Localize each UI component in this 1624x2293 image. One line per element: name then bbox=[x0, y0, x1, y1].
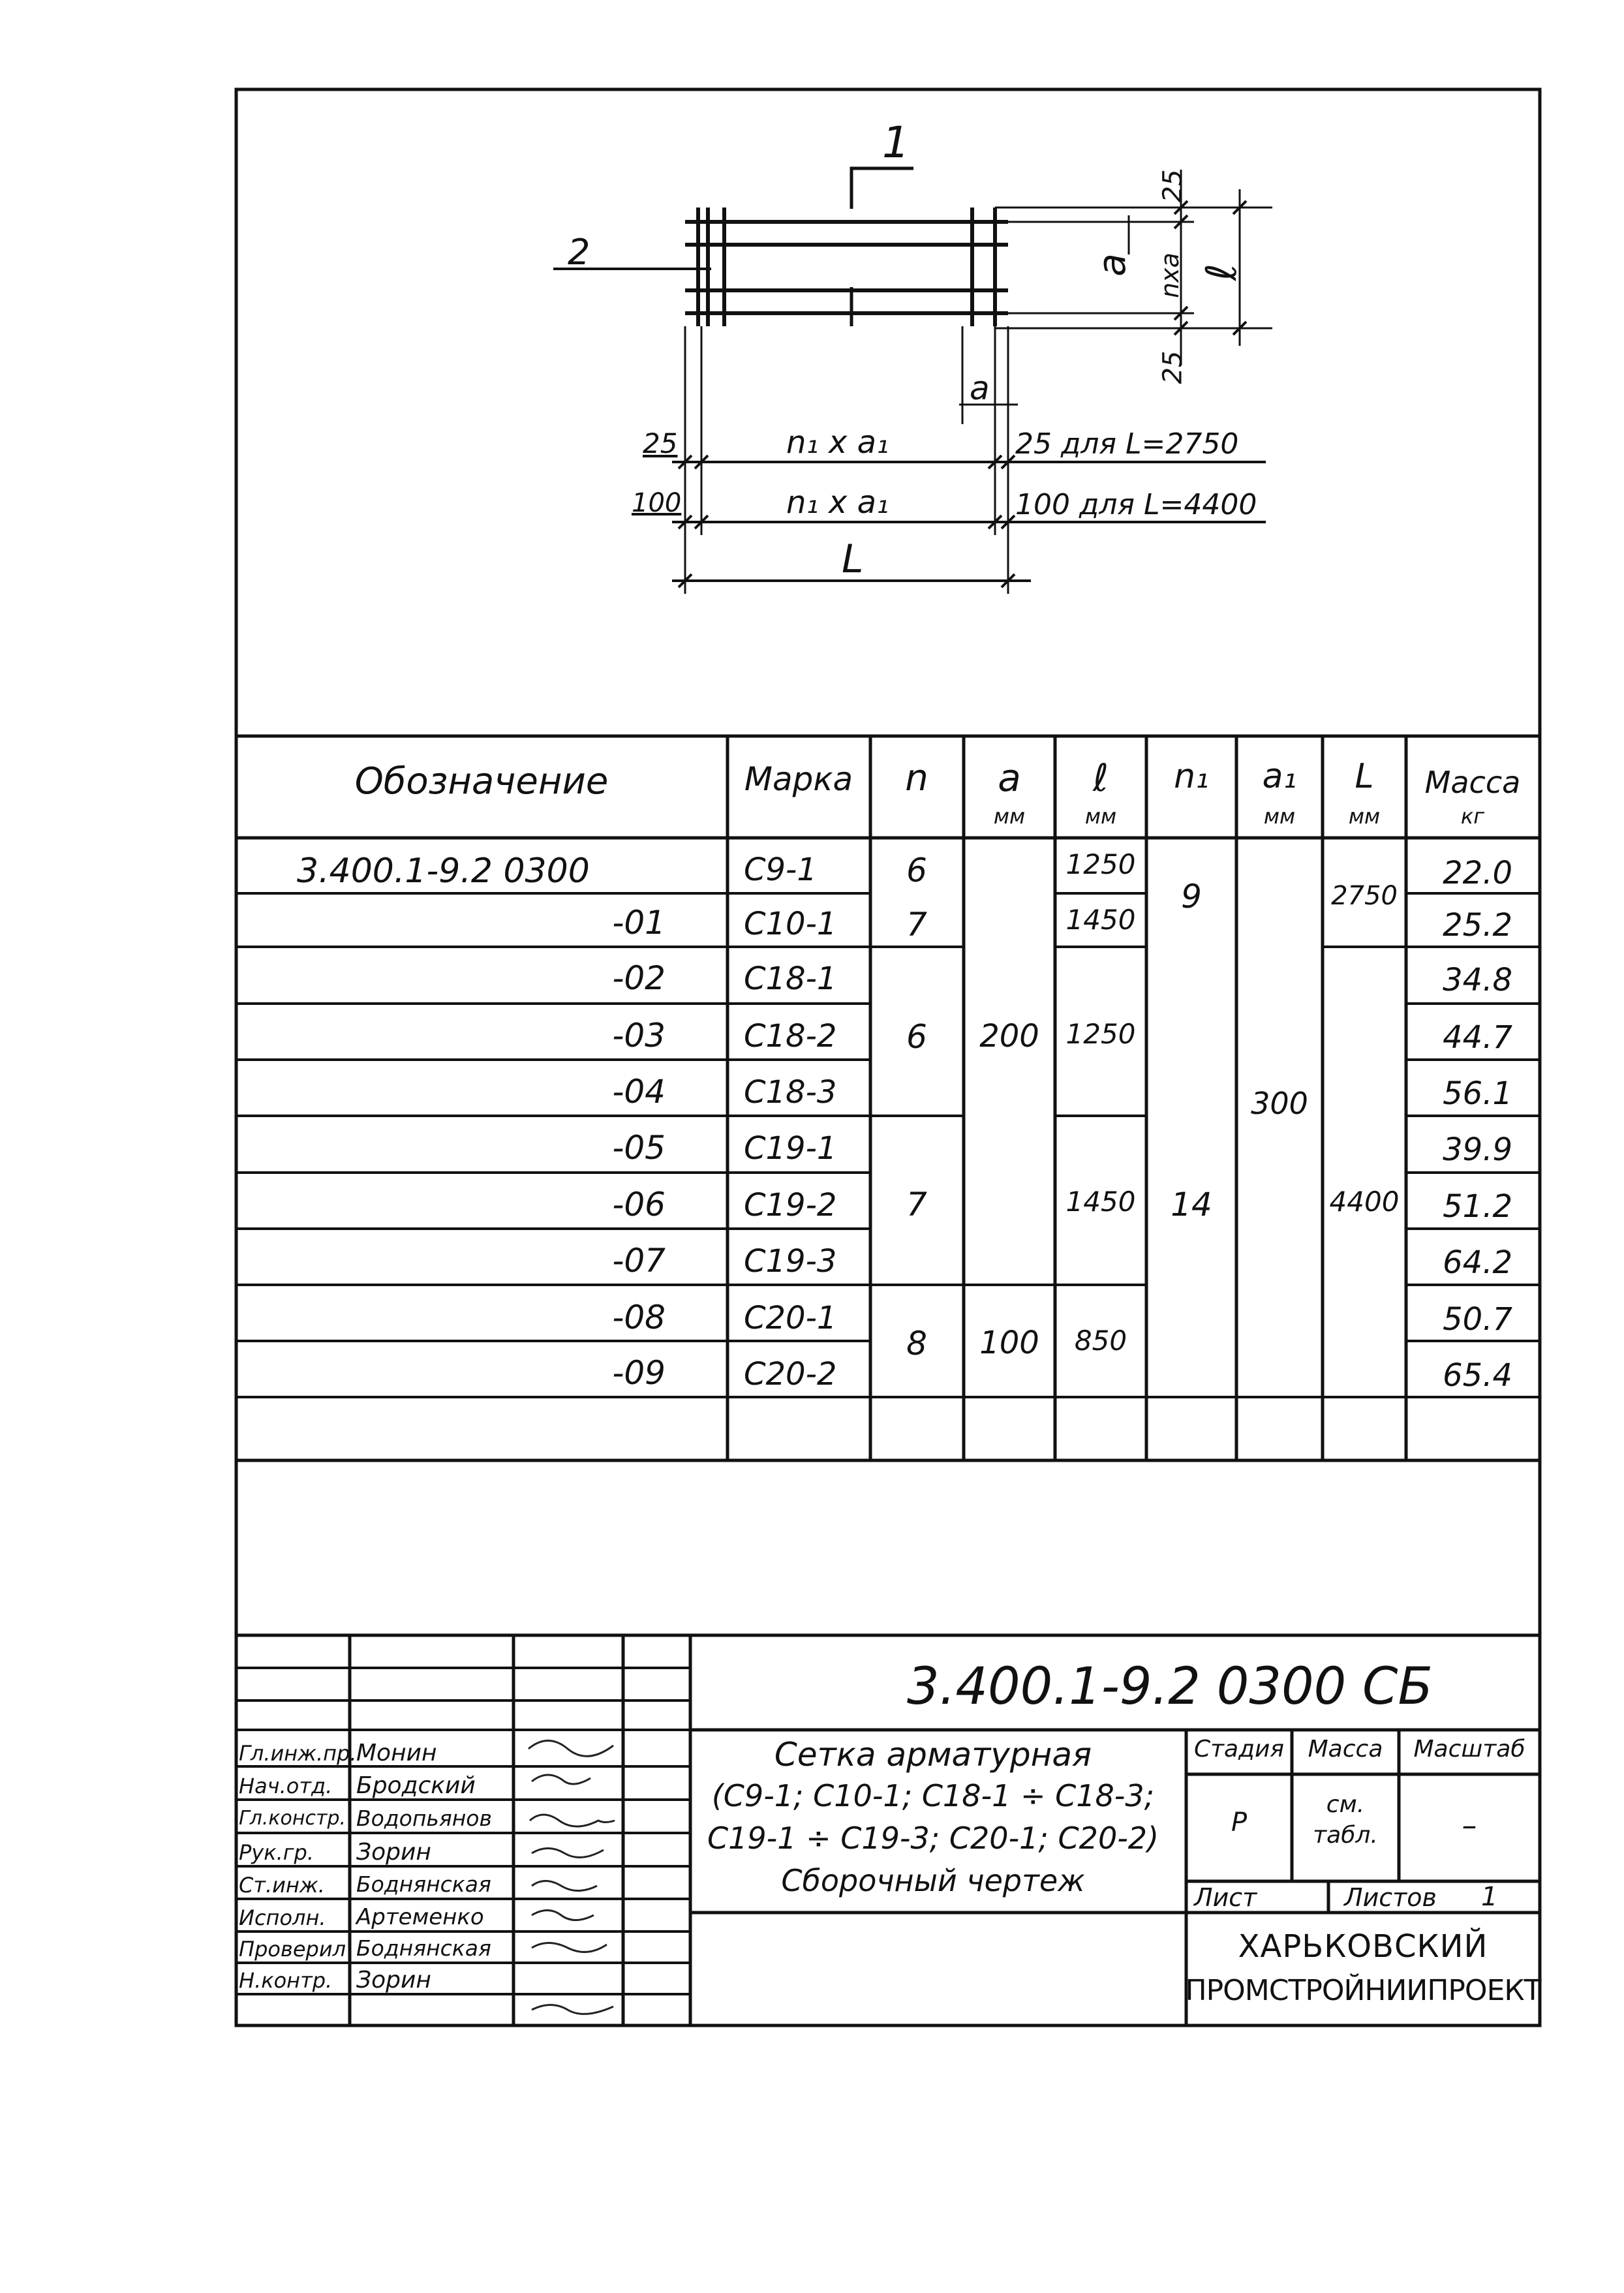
cell-a1: 300 bbox=[1251, 1086, 1308, 1121]
title-line: (C9-1; C10-1; C18-1 ÷ C18-3; bbox=[711, 1778, 1155, 1813]
cell-L: 2750 bbox=[1331, 881, 1398, 911]
signatures bbox=[529, 1741, 615, 2014]
dim-row1-mid: n₁ x a₁ bbox=[786, 424, 889, 461]
signer-name: Артеменко bbox=[356, 1904, 484, 1930]
header-l: ℓ bbox=[1093, 756, 1109, 800]
row-mass: 64.2 bbox=[1443, 1244, 1512, 1281]
cell-l: 1450 bbox=[1065, 1186, 1136, 1218]
dim-a-horizontal: a bbox=[970, 369, 990, 407]
row-mark: C18-1 bbox=[744, 961, 837, 997]
row-designation: -08 bbox=[612, 1299, 666, 1336]
dim-25-bottom: 25 bbox=[1157, 350, 1188, 384]
signer-role: Гл.констр. bbox=[239, 1807, 346, 1830]
row-designation: -04 bbox=[612, 1073, 666, 1111]
header-a: a bbox=[998, 756, 1021, 800]
cell-n1: 9 bbox=[1181, 878, 1202, 916]
header-mass: Масса bbox=[1424, 765, 1521, 800]
row-mark: C18-3 bbox=[744, 1074, 837, 1111]
row-mass: 56.1 bbox=[1443, 1075, 1512, 1112]
row-mark: C18-2 bbox=[744, 1018, 837, 1054]
header-n: n bbox=[905, 757, 928, 799]
row-mass: 50.7 bbox=[1443, 1301, 1512, 1338]
row-designation: -05 bbox=[612, 1129, 666, 1167]
signer-role: Проверил bbox=[239, 1937, 346, 1962]
cell-n1: 14 bbox=[1171, 1186, 1212, 1223]
signer-name: Боднянская bbox=[356, 1935, 491, 1961]
header-mark: Марка bbox=[744, 760, 853, 798]
dim-l-vertical: ℓ bbox=[1198, 263, 1247, 281]
row-designation: 3.400.1-9.2 0300 bbox=[297, 852, 590, 891]
header-n1: n₁ bbox=[1174, 757, 1209, 796]
sheet-frame bbox=[236, 89, 1540, 2025]
row-mark: C20-1 bbox=[744, 1300, 837, 1336]
dim-nxa-vertical: nxa bbox=[1155, 253, 1184, 298]
row-mark: C10-1 bbox=[744, 906, 837, 942]
cell-n: 6 bbox=[906, 1018, 927, 1056]
dim-row2-left: 100 bbox=[632, 488, 682, 518]
org-name: ХАРЬКОВСКИЙ bbox=[1238, 1928, 1488, 1965]
title-line: Сборочный чертеж bbox=[781, 1863, 1085, 1898]
signer-name: Бродский bbox=[356, 1772, 476, 1799]
stage-label: Стадия bbox=[1193, 1736, 1285, 1762]
mass-value: табл. bbox=[1313, 1822, 1378, 1849]
row-mass: 22.0 bbox=[1443, 855, 1512, 891]
row-mark: C19-1 bbox=[744, 1130, 837, 1167]
stage-value: P bbox=[1231, 1808, 1248, 1838]
header-mass-unit: кг bbox=[1460, 804, 1485, 829]
sheets-label: Листов bbox=[1344, 1883, 1437, 1912]
dim-row1-right: 25 для L=2750 bbox=[1015, 427, 1239, 461]
row-mark: C19-3 bbox=[744, 1243, 837, 1280]
dim-row2-mid: n₁ x a₁ bbox=[786, 484, 889, 521]
cell-l: 1250 bbox=[1065, 848, 1136, 880]
row-designation: -02 bbox=[612, 959, 666, 997]
row-mass: 39.9 bbox=[1443, 1131, 1512, 1168]
cell-n: 6 bbox=[906, 852, 927, 889]
title-line: C19-1 ÷ C19-3; C20-1; C20-2) bbox=[707, 1821, 1159, 1856]
dim-25-top: 25 bbox=[1157, 169, 1188, 203]
signer-name: Зорин bbox=[356, 1967, 431, 1993]
signer-name: Монин bbox=[356, 1740, 437, 1766]
dim-a-vertical: a bbox=[1089, 253, 1134, 277]
header-a1-unit: мм bbox=[1263, 804, 1296, 829]
header-l-unit: мм bbox=[1084, 804, 1117, 829]
doc-code: 3.400.1-9.2 0300 СБ bbox=[907, 1657, 1433, 1716]
scale-label: Масштаб bbox=[1413, 1736, 1525, 1762]
row-mass: 44.7 bbox=[1443, 1019, 1512, 1056]
signer-name: Водопьянов bbox=[356, 1806, 492, 1831]
org-name: ПРОМСТРОЙНИИПРОЕКТ bbox=[1185, 1974, 1541, 2007]
row-designation: -07 bbox=[612, 1242, 666, 1280]
header-a1: a₁ bbox=[1262, 757, 1297, 796]
row-mass: 25.2 bbox=[1443, 907, 1512, 944]
row-designation: -01 bbox=[612, 904, 666, 942]
row-mass: 34.8 bbox=[1443, 962, 1512, 998]
row-designation: -09 bbox=[612, 1354, 666, 1392]
mass-value: см. bbox=[1326, 1791, 1365, 1818]
signer-role: Исполн. bbox=[239, 1905, 326, 1930]
scale-value: – bbox=[1462, 1808, 1477, 1843]
cell-L: 4400 bbox=[1329, 1186, 1400, 1218]
row-mass: 65.4 bbox=[1443, 1357, 1512, 1394]
header-L: L bbox=[1355, 757, 1374, 796]
row-mark: C19-2 bbox=[744, 1187, 837, 1223]
cell-n: 7 bbox=[906, 906, 927, 944]
callout-1: 1 bbox=[882, 117, 910, 168]
header-a-unit: мм bbox=[993, 804, 1026, 829]
row-mark: C20-2 bbox=[744, 1356, 837, 1393]
cell-n: 8 bbox=[906, 1325, 927, 1362]
cell-l: 1250 bbox=[1065, 1018, 1136, 1050]
callout-2: 2 bbox=[568, 232, 590, 273]
cell-l: 1450 bbox=[1065, 904, 1136, 936]
row-designation: -06 bbox=[612, 1186, 666, 1223]
header-L-unit: мм bbox=[1348, 804, 1381, 829]
signer-role: Рук.гр. bbox=[239, 1840, 314, 1865]
dim-row2-right: 100 для L=4400 bbox=[1015, 488, 1257, 521]
cell-a: 200 bbox=[979, 1018, 1039, 1054]
row-mass: 51.2 bbox=[1443, 1188, 1512, 1225]
title-line: Сетка арматурная bbox=[774, 1736, 1092, 1774]
row-designation: -03 bbox=[612, 1017, 666, 1054]
row-mark: C9-1 bbox=[744, 852, 817, 888]
cell-a: 100 bbox=[979, 1325, 1039, 1361]
cell-n: 7 bbox=[906, 1186, 927, 1223]
dim-L: L bbox=[842, 536, 864, 582]
signer-role: Н.контр. bbox=[239, 1968, 333, 1993]
mass-label: Масса bbox=[1308, 1736, 1383, 1762]
signer-role: Гл.инж.пр. bbox=[239, 1741, 357, 1766]
sheet-label: Лист bbox=[1194, 1883, 1257, 1912]
signer-role: Ст.инж. bbox=[239, 1873, 325, 1898]
signer-role: Нач.отд. bbox=[239, 1774, 333, 1798]
signer-name: Зорин bbox=[356, 1839, 431, 1866]
cell-l: 850 bbox=[1074, 1325, 1127, 1357]
header-designation: Обозначение bbox=[354, 760, 609, 803]
signer-name: Боднянская bbox=[356, 1871, 491, 1897]
sheets-value: 1 bbox=[1481, 1882, 1498, 1912]
dim-row1-left: 25 bbox=[643, 427, 678, 459]
